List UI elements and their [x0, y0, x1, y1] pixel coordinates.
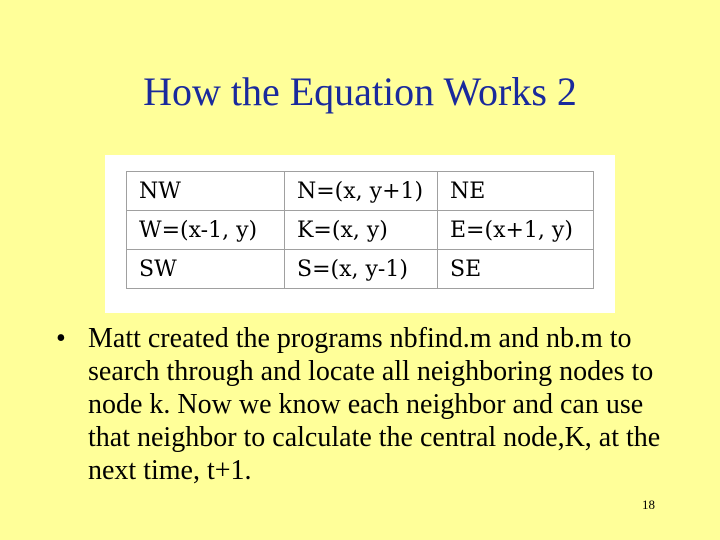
table-row: [127, 250, 594, 289]
table-cell: K=(x, y): [285, 211, 438, 250]
bullet-text: Matt created the programs nbfind.m and nb.m to search through and locate all neighboring nodes to node k. Now we know each neighbor and can use that neighbor to calculate the central node,K, at the next time, t+1.: [88, 323, 661, 487]
neighbor-grid-table: [126, 171, 594, 289]
table-row: [127, 211, 594, 250]
table-cell: NW: [127, 172, 285, 211]
table-cell: N=(x, y+1): [285, 172, 438, 211]
bullet-item: [56, 322, 676, 487]
table-cell: E=(x+1, y): [438, 211, 594, 250]
table-cell: NE: [438, 172, 594, 211]
table-cell: SE: [438, 250, 594, 289]
slide-title: How the Equation Works 2: [143, 69, 577, 114]
table-cell: W=(x-1, y): [127, 211, 285, 250]
table-row: [127, 172, 594, 211]
page-number: 18: [642, 497, 655, 512]
table-cell: S=(x, y-1): [285, 250, 438, 289]
table-cell: SW: [127, 250, 285, 289]
neighbor-table-panel: [105, 155, 615, 313]
bullet-marker: •: [56, 323, 66, 354]
